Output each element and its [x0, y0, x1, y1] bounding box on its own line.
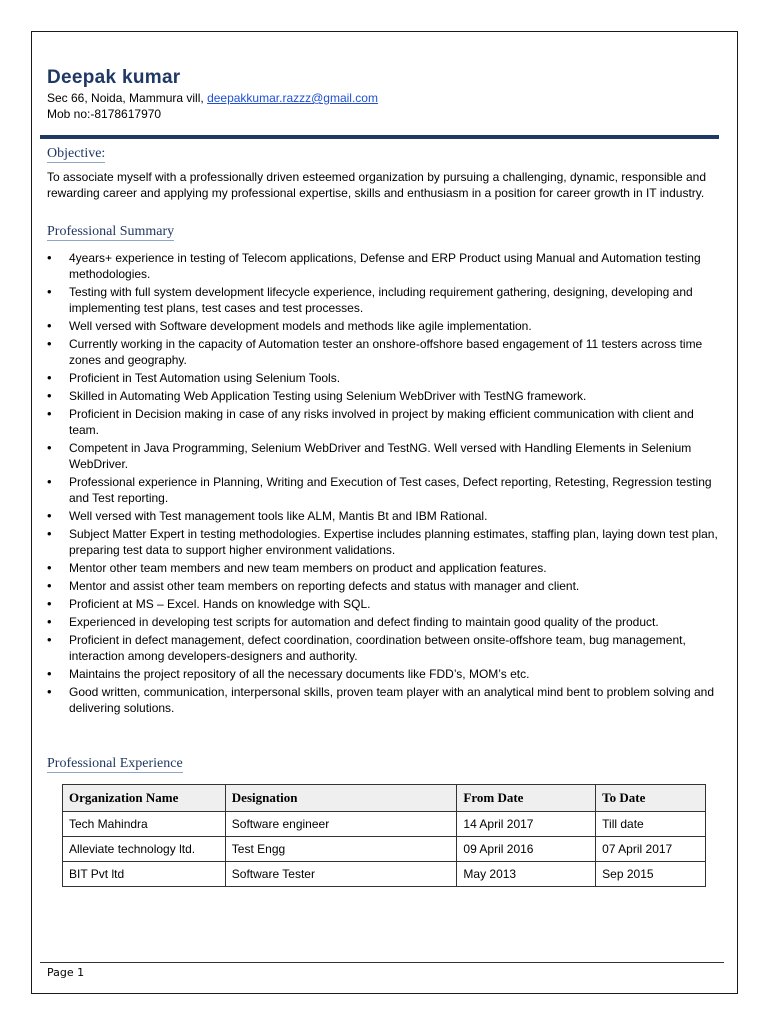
- summary-item: • Proficient in defect management, defect coordination, coordination between onsite-offshore team, bug management, interaction among developers-designers and authority.: [47, 632, 719, 664]
- table-cell: 09 April 2016: [457, 837, 596, 862]
- summary-item: • Currently working in the capacity of Automation tester an onshore-offshore based engagement of 11 testers across time zones and geography.: [47, 336, 719, 368]
- summary-item: • Well versed with Software development models and methods like agile implementation.: [47, 318, 719, 334]
- summary-item: • 4years+ experience in testing of Telecom applications, Defense and ERP Product using Manual and Automation testing methodologies.: [47, 250, 719, 282]
- table-row: [63, 837, 706, 862]
- summary-item: • Experienced in developing test scripts for automation and defect finding to maintain good quality of the product.: [47, 614, 719, 630]
- experience-table: [62, 784, 706, 887]
- summary-item: • Subject Matter Expert in testing methodologies. Expertise includes planning estimates, staffing plan, laying down test plan, preparing test data to support higher environment validations.: [47, 526, 719, 558]
- email-link[interactable]: deepakkumar.razzz@gmail.com: [207, 91, 378, 105]
- table-cell: Till date: [596, 812, 706, 837]
- summary-item: • Mentor other team members and new team members on product and application features.: [47, 560, 719, 576]
- summary-list: [47, 250, 719, 718]
- summary-item: • Proficient in Decision making in case of any risks involved in project by making efficient communication with client and team.: [47, 406, 719, 438]
- table-cell: Alleviate technology ltd.: [63, 837, 226, 862]
- header-divider: [40, 135, 719, 139]
- table-cell: 14 April 2017: [457, 812, 596, 837]
- table-cell: May 2013: [457, 862, 596, 887]
- column-header: To Date: [596, 785, 706, 812]
- table-header-row: [63, 785, 706, 812]
- summary-item: • Testing with full system development lifecycle experience, including requirement gathering, designing, developing and implementing test plans, test cases and test processes.: [47, 284, 719, 316]
- page-number: Page 1: [47, 966, 85, 979]
- objective-text: To associate myself with a professionally driven esteemed organization by pursuing a challenging, dynamic, responsible and rewarding career and applying my professional expertise, skills and enthusiasm in a position for career growth in IT industry.: [47, 170, 707, 200]
- summary-item: • Professional experience in Planning, Writing and Execution of Test cases, Defect reporting, Retesting, Regression testing and Test reporting.: [47, 474, 719, 506]
- table-cell: Tech Mahindra: [63, 812, 226, 837]
- column-header: From Date: [457, 785, 596, 812]
- summary-item: • Maintains the project repository of all the necessary documents like FDD’s, MOM’s etc.: [47, 666, 719, 682]
- summary-item: • Well versed with Test management tools like ALM, Mantis Bt and IBM Rational.: [47, 508, 719, 524]
- address-text: Sec 66, Noida, Mammura vill,: [47, 91, 208, 105]
- table-cell: Software Tester: [225, 862, 457, 887]
- summary-item: • Proficient at MS – Excel. Hands on knowledge with SQL.: [47, 596, 719, 612]
- table-cell: Software engineer: [225, 812, 457, 837]
- mobile-number: Mob no:-8178617970: [47, 107, 162, 121]
- footer-divider: [40, 962, 724, 963]
- summary-heading: Professional Summary: [47, 224, 175, 239]
- summary-item: • Mentor and assist other team members on reporting defects and status with manager and client.: [47, 578, 719, 594]
- address-line: [47, 90, 378, 106]
- column-header: Organization Name: [63, 785, 226, 812]
- summary-item: • Good written, communication, interpersonal skills, proven team player with an analytical mind bent to problem solving and delivering solutions.: [47, 684, 719, 716]
- table-row: [63, 812, 706, 837]
- candidate-name: Deepak kumar: [47, 67, 181, 88]
- table-cell: Test Engg: [225, 837, 457, 862]
- table-row: [63, 862, 706, 887]
- table-cell: BIT Pvt ltd: [63, 862, 226, 887]
- column-header: Designation: [225, 785, 457, 812]
- summary-item: • Skilled in Automating Web Application Testing using Selenium WebDriver with TestNG framework.: [47, 388, 719, 404]
- table-cell: 07 April 2017: [596, 837, 706, 862]
- table-cell: Sep 2015: [596, 862, 706, 887]
- experience-heading: Professional Experience: [47, 756, 183, 771]
- objective-heading: Objective:: [47, 146, 106, 161]
- summary-item: • Competent in Java Programming, Selenium WebDriver and TestNG. Well versed with Handling Elements in Selenium WebDriver.: [47, 440, 719, 472]
- summary-item: • Proficient in Test Automation using Selenium Tools.: [47, 370, 719, 386]
